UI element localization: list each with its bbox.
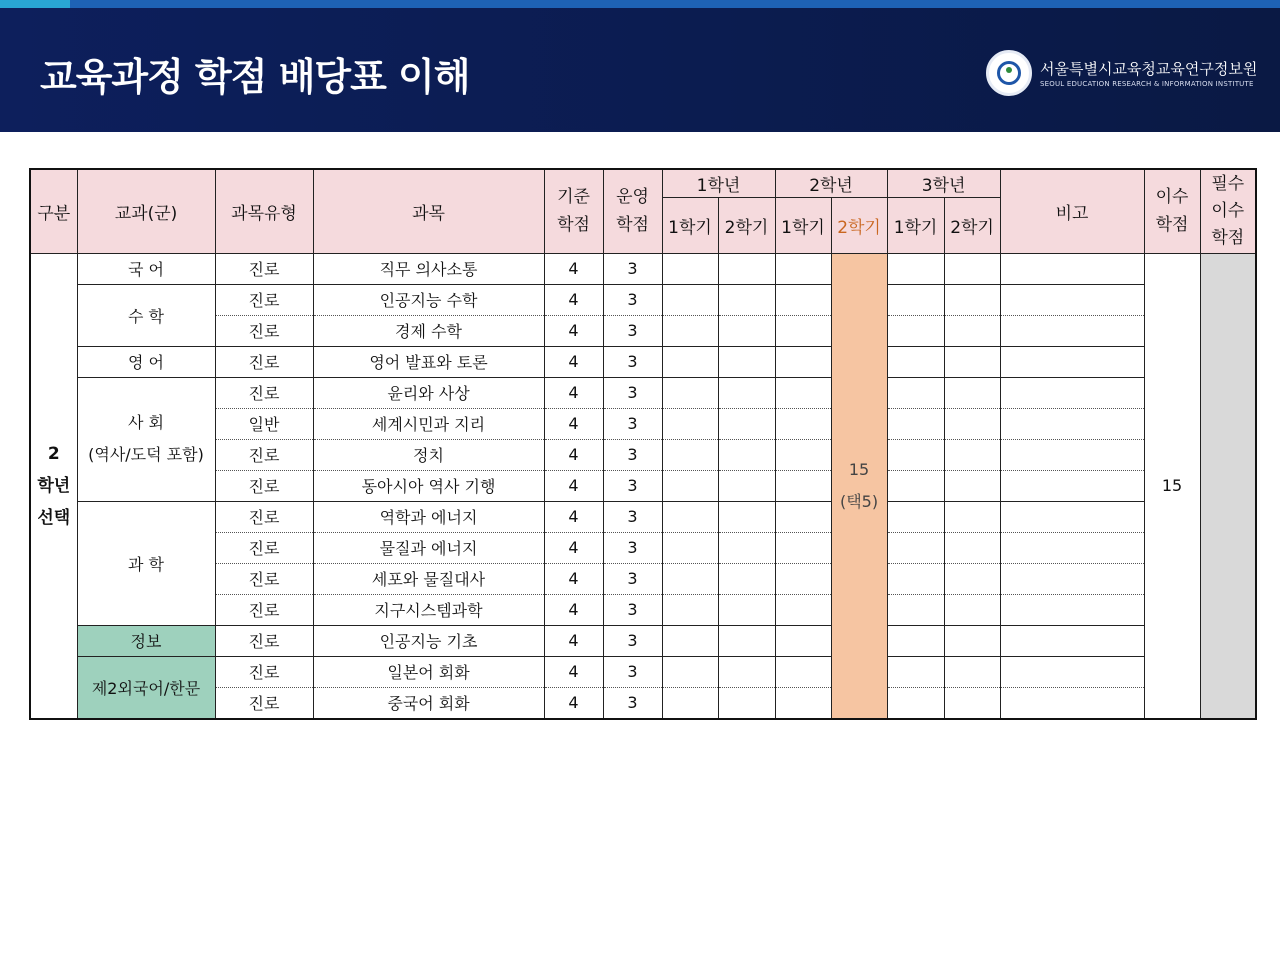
g2s1-cell — [775, 346, 831, 377]
gubun-cell — [30, 253, 77, 719]
g3s2-cell — [944, 532, 1000, 563]
header-op-credit-line1: 운영 — [616, 187, 649, 208]
group-social-line2: (역사/도덕 포함) — [88, 445, 204, 464]
header-grade3: 3학년 — [887, 169, 1000, 197]
note-cell — [1000, 408, 1144, 439]
header-g3-sem1: 1학기 — [887, 197, 944, 253]
logo-dot — [1006, 67, 1012, 73]
g1s1-cell — [662, 315, 718, 346]
table-row — [30, 377, 1256, 408]
subject-name: 인공지능 수학 — [313, 284, 544, 315]
g1s1-cell — [662, 563, 718, 594]
base-credit: 4 — [544, 439, 603, 470]
subject-type: 진로 — [215, 253, 313, 284]
header-base-credit — [544, 169, 603, 253]
header-grade2: 2학년 — [775, 169, 887, 197]
subject-type: 진로 — [215, 315, 313, 346]
g3s2-cell — [944, 284, 1000, 315]
g3s1-cell — [887, 377, 944, 408]
g1s1-cell — [662, 656, 718, 687]
base-credit: 4 — [544, 532, 603, 563]
header-gubun: 구분 — [30, 169, 77, 253]
group-info: 정보 — [77, 625, 215, 656]
op-credit: 3 — [603, 439, 662, 470]
subject-type: 일반 — [215, 408, 313, 439]
note-cell — [1000, 346, 1144, 377]
header-top-stripe — [0, 0, 1280, 8]
g3s1-cell — [887, 470, 944, 501]
note-cell — [1000, 253, 1144, 284]
note-cell — [1000, 284, 1144, 315]
g1s2-cell — [718, 501, 775, 532]
header-required-credit-line1: 필수 — [1211, 173, 1245, 194]
subject-type: 진로 — [215, 470, 313, 501]
header-g2-sem1: 1학기 — [775, 197, 831, 253]
table-row — [30, 625, 1256, 656]
g3s1-cell — [887, 625, 944, 656]
subject-name: 영어 발표와 토론 — [313, 346, 544, 377]
g3s2-cell — [944, 253, 1000, 284]
g3s1-cell — [887, 532, 944, 563]
g3s2-cell — [944, 315, 1000, 346]
org-name: 서울특별시교육청교육연구정보원 — [1040, 60, 1258, 78]
g1s1-cell — [662, 408, 718, 439]
note-cell — [1000, 470, 1144, 501]
g2s1-cell — [775, 625, 831, 656]
header-op-credit — [603, 169, 662, 253]
g2s1-cell — [775, 470, 831, 501]
g1s1-cell — [662, 377, 718, 408]
header-completed-credit-line1: 이수 — [1155, 187, 1189, 208]
header-subject-type: 과목유형 — [215, 169, 313, 253]
g1s2-cell — [718, 408, 775, 439]
base-credit: 4 — [544, 315, 603, 346]
base-credit: 4 — [544, 501, 603, 532]
op-credit: 3 — [603, 470, 662, 501]
grade2-sem2-credit — [831, 253, 887, 719]
op-credit: 3 — [603, 408, 662, 439]
g1s2-cell — [718, 253, 775, 284]
g3s1-cell — [887, 687, 944, 719]
g2s1-cell — [775, 377, 831, 408]
op-credit: 3 — [603, 501, 662, 532]
header-required-credit-line2: 이수 — [1211, 200, 1245, 221]
header-required-credit — [1200, 169, 1256, 253]
table-row — [30, 346, 1256, 377]
table-row — [30, 656, 1256, 687]
subject-type: 진로 — [215, 563, 313, 594]
base-credit: 4 — [544, 346, 603, 377]
credit-allocation-table — [29, 168, 1257, 720]
g3s2-cell — [944, 594, 1000, 625]
subject-name: 세포와 물질대사 — [313, 563, 544, 594]
note-cell — [1000, 625, 1144, 656]
required-credit-cell — [1200, 253, 1256, 719]
subject-name: 역학과 에너지 — [313, 501, 544, 532]
subject-name: 지구시스템과학 — [313, 594, 544, 625]
header-base-credit-line2: 학점 — [557, 215, 590, 236]
g3s2-cell — [944, 377, 1000, 408]
g3s1-cell — [887, 346, 944, 377]
base-credit: 4 — [544, 377, 603, 408]
table-row — [30, 501, 1256, 532]
header-completed-credit — [1144, 169, 1200, 253]
base-credit: 4 — [544, 563, 603, 594]
page-title: 교육과정 학점 배당표 이해 — [40, 55, 470, 99]
g3s2-cell — [944, 563, 1000, 594]
g3s1-cell — [887, 656, 944, 687]
g3s2-cell — [944, 408, 1000, 439]
base-credit: 4 — [544, 408, 603, 439]
subject-name: 동아시아 역사 기행 — [313, 470, 544, 501]
g1s1-cell — [662, 284, 718, 315]
logo-ring — [997, 61, 1021, 85]
subject-type: 진로 — [215, 687, 313, 719]
note-cell — [1000, 501, 1144, 532]
group-social-line1: 사 회 — [128, 413, 164, 432]
g3s1-cell — [887, 408, 944, 439]
g3s2-cell — [944, 687, 1000, 719]
g2s1-cell — [775, 687, 831, 719]
op-credit: 3 — [603, 253, 662, 284]
g3s1-cell — [887, 563, 944, 594]
note-cell — [1000, 532, 1144, 563]
base-credit: 4 — [544, 625, 603, 656]
subject-name: 직무 의사소통 — [313, 253, 544, 284]
subject-type: 진로 — [215, 377, 313, 408]
table-row — [30, 284, 1256, 315]
op-credit: 3 — [603, 346, 662, 377]
g1s2-cell — [718, 470, 775, 501]
g3s2-cell — [944, 470, 1000, 501]
note-cell — [1000, 594, 1144, 625]
grade2-sem2-note: (택5) — [839, 491, 879, 511]
subject-name: 세계시민과 지리 — [313, 408, 544, 439]
g1s2-cell — [718, 625, 775, 656]
g3s1-cell — [887, 284, 944, 315]
subject-type: 진로 — [215, 594, 313, 625]
group-foreign-language: 제2외국어/한문 — [77, 656, 215, 719]
group-science: 과 학 — [77, 501, 215, 625]
g3s2-cell — [944, 625, 1000, 656]
base-credit: 4 — [544, 656, 603, 687]
g1s2-cell — [718, 594, 775, 625]
op-credit: 3 — [603, 563, 662, 594]
subject-type: 진로 — [215, 532, 313, 563]
g2s1-cell — [775, 439, 831, 470]
g1s1-cell — [662, 470, 718, 501]
base-credit: 4 — [544, 470, 603, 501]
g3s2-cell — [944, 439, 1000, 470]
subject-type: 진로 — [215, 346, 313, 377]
g2s1-cell — [775, 408, 831, 439]
g3s1-cell — [887, 315, 944, 346]
subject-name: 경제 수학 — [313, 315, 544, 346]
g1s1-cell — [662, 439, 718, 470]
note-cell — [1000, 656, 1144, 687]
header-g3-sem2: 2학기 — [944, 197, 1000, 253]
op-credit: 3 — [603, 625, 662, 656]
op-credit: 3 — [603, 532, 662, 563]
g1s1-cell — [662, 253, 718, 284]
g1s2-cell — [718, 656, 775, 687]
base-credit: 4 — [544, 594, 603, 625]
op-credit: 3 — [603, 687, 662, 719]
subject-name: 일본어 회화 — [313, 656, 544, 687]
base-credit: 4 — [544, 687, 603, 719]
g2s1-cell — [775, 594, 831, 625]
subject-name: 중국어 회화 — [313, 687, 544, 719]
g3s1-cell — [887, 501, 944, 532]
base-credit: 4 — [544, 253, 603, 284]
subject-type: 진로 — [215, 501, 313, 532]
g2s1-cell — [775, 563, 831, 594]
g1s2-cell — [718, 377, 775, 408]
group-social — [77, 377, 215, 501]
subject-name: 물질과 에너지 — [313, 532, 544, 563]
completed-credit-value: 15 — [1144, 253, 1200, 719]
g1s2-cell — [718, 284, 775, 315]
table-row — [30, 253, 1256, 284]
subject-type: 진로 — [215, 656, 313, 687]
g3s1-cell — [887, 439, 944, 470]
g1s1-cell — [662, 346, 718, 377]
g2s1-cell — [775, 501, 831, 532]
op-credit: 3 — [603, 377, 662, 408]
g2s1-cell — [775, 253, 831, 284]
header-subject: 과목 — [313, 169, 544, 253]
note-cell — [1000, 377, 1144, 408]
g3s1-cell — [887, 253, 944, 284]
g3s2-cell — [944, 656, 1000, 687]
g1s2-cell — [718, 687, 775, 719]
g1s2-cell — [718, 315, 775, 346]
op-credit: 3 — [603, 284, 662, 315]
gubun-line2: 학년 — [37, 475, 71, 496]
subject-name: 인공지능 기초 — [313, 625, 544, 656]
header-base-credit-line1: 기준 — [557, 187, 590, 208]
subject-type: 진로 — [215, 284, 313, 315]
gubun-line3: 선택 — [37, 507, 71, 528]
header-grade1: 1학년 — [662, 169, 775, 197]
op-credit: 3 — [603, 315, 662, 346]
header-g2-sem2: 2학기 — [831, 197, 887, 253]
header-completed-credit-line2: 학점 — [1155, 215, 1189, 236]
g1s1-cell — [662, 594, 718, 625]
header-op-credit-line2: 학점 — [616, 215, 649, 236]
org-name-english: SEOUL EDUCATION RESEARCH & INFORMATION INSTITUTE — [1040, 80, 1254, 88]
op-credit: 3 — [603, 656, 662, 687]
g3s2-cell — [944, 501, 1000, 532]
subject-name: 윤리와 사상 — [313, 377, 544, 408]
subject-type: 진로 — [215, 625, 313, 656]
header-note: 비고 — [1000, 169, 1144, 253]
header-g1-sem1: 1학기 — [662, 197, 718, 253]
g1s2-cell — [718, 346, 775, 377]
header-top-accent — [0, 0, 70, 8]
page-header — [0, 0, 1280, 132]
g1s2-cell — [718, 439, 775, 470]
header-subject-group: 교과(군) — [77, 169, 215, 253]
base-credit: 4 — [544, 284, 603, 315]
table-header-row — [30, 169, 1256, 197]
g2s1-cell — [775, 532, 831, 563]
g1s1-cell — [662, 501, 718, 532]
g1s1-cell — [662, 532, 718, 563]
note-cell — [1000, 687, 1144, 719]
g1s2-cell — [718, 563, 775, 594]
gubun-line1: 2 — [47, 443, 60, 464]
g1s1-cell — [662, 687, 718, 719]
g2s1-cell — [775, 656, 831, 687]
g3s2-cell — [944, 346, 1000, 377]
g3s1-cell — [887, 594, 944, 625]
institute-logo-icon — [986, 50, 1032, 96]
header-required-credit-line3: 학점 — [1211, 227, 1245, 248]
subject-name: 정치 — [313, 439, 544, 470]
header-g1-sem2: 2학기 — [718, 197, 775, 253]
subject-type: 진로 — [215, 439, 313, 470]
group-math: 수 학 — [77, 284, 215, 346]
note-cell — [1000, 315, 1144, 346]
note-cell — [1000, 563, 1144, 594]
note-cell — [1000, 439, 1144, 470]
g2s1-cell — [775, 315, 831, 346]
op-credit: 3 — [603, 594, 662, 625]
g1s1-cell — [662, 625, 718, 656]
g2s1-cell — [775, 284, 831, 315]
group-korean: 국 어 — [77, 253, 215, 284]
g1s2-cell — [718, 532, 775, 563]
grade2-sem2-value: 15 — [848, 459, 870, 479]
group-english: 영 어 — [77, 346, 215, 377]
